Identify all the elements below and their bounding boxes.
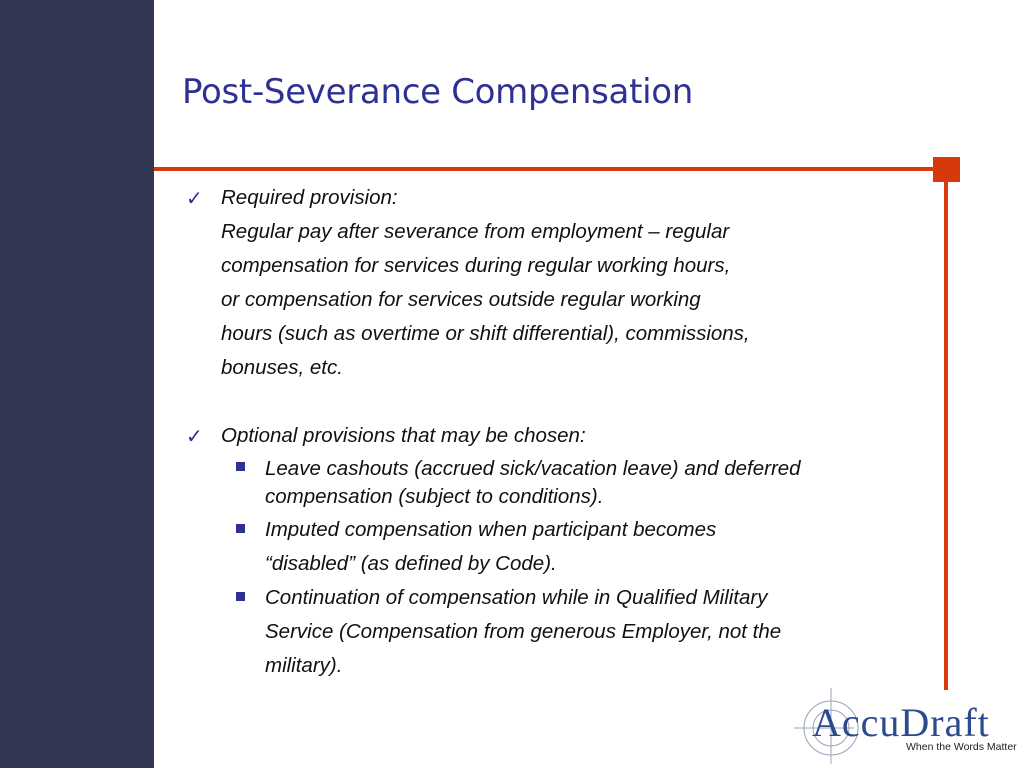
required-heading: Required provision: [221,186,398,209]
optional-item-line: military). [265,654,343,677]
accent-rule-horizontal [154,167,954,171]
optional-item-line: Leave cashouts (accrued sick/vacation leave) and deferred [265,457,801,480]
square-bullet-icon [236,462,245,471]
optional-item-line: compensation (subject to conditions). [265,485,604,508]
optional-heading: Optional provisions that may be chosen: [221,424,586,447]
square-bullet-icon [236,592,245,601]
required-line: bonuses, etc. [221,356,343,379]
required-line: hours (such as overtime or shift differential), commissions, [221,322,750,345]
required-line: or compensation for services outside regular working [221,288,701,311]
required-line: compensation for services during regular working hours, [221,254,731,277]
accent-rule-vertical [944,182,948,690]
checkmark-icon: ✓ [186,426,203,448]
left-color-band [0,0,154,768]
slide-title: Post-Severance Compensation [182,72,694,112]
optional-item-line: “disabled” (as defined by Code). [265,552,557,575]
checkmark-icon: ✓ [186,188,203,210]
required-line: Regular pay after severance from employment – regular [221,220,730,243]
optional-item-line: Imputed compensation when participant becomes [265,518,717,541]
logo-wordmark: AccuDraft [812,700,990,745]
accent-rule-corner-square [933,157,960,182]
optional-item-line: Service (Compensation from generous Employer, not the [265,620,782,643]
optional-item-line: Continuation of compensation while in Qualified Military [265,586,768,609]
logo-tagline: When the Words Matter [906,741,1017,753]
square-bullet-icon [236,524,245,533]
